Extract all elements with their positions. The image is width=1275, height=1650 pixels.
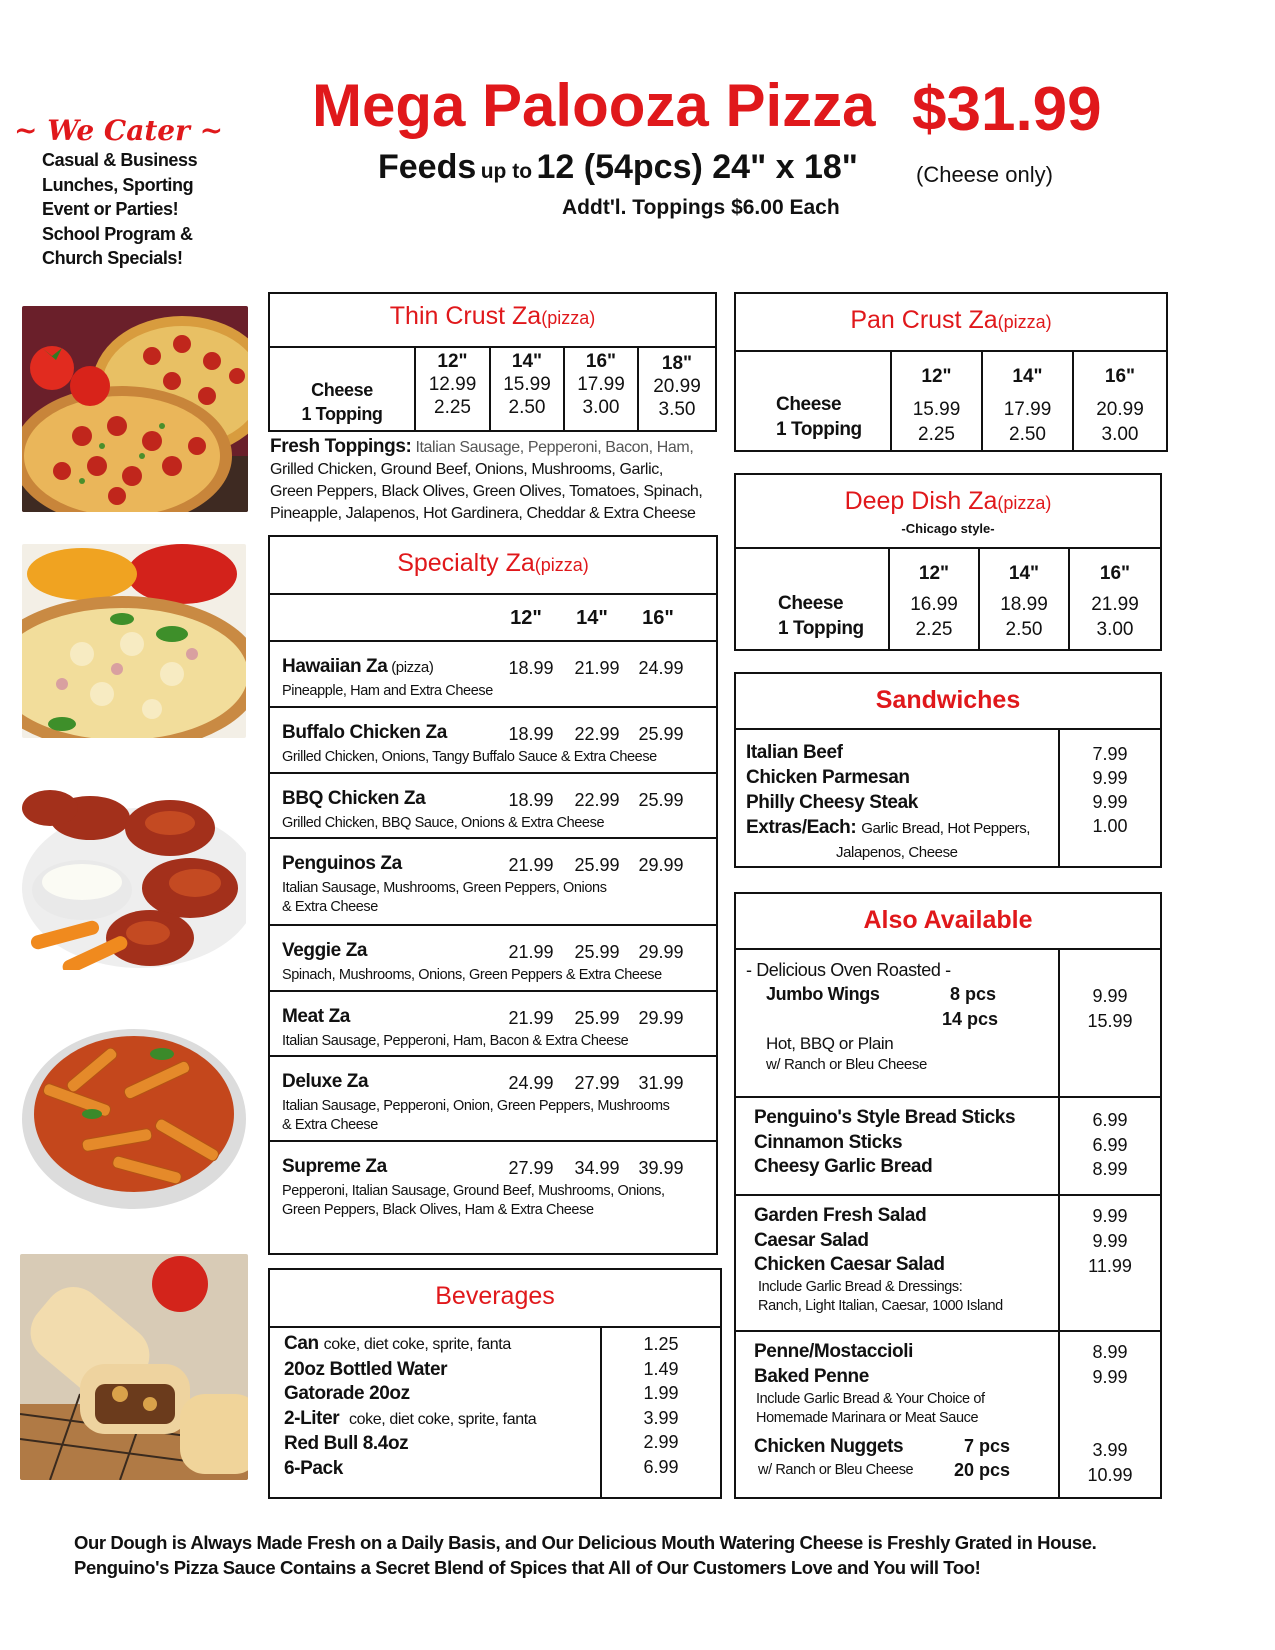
wings-8: 8 pcs	[950, 984, 997, 1004]
size-12: 12"	[437, 351, 468, 372]
size-label: 12 (54pcs) 24" x 18"	[536, 148, 858, 186]
pasta-note: Homemade Marinara or Meat Sauce	[756, 1410, 979, 1426]
price: 29.99	[638, 855, 684, 875]
sandwich-photo	[20, 1254, 248, 1480]
specialty-desc: & Extra Cheese	[282, 899, 378, 915]
price: 2.25	[918, 424, 955, 445]
price: 6.99	[1092, 1110, 1128, 1130]
wings-sauce: w/ Ranch or Bleu Cheese	[766, 1056, 927, 1073]
beverages-title: Beverages	[435, 1282, 555, 1310]
price: 12.99	[428, 374, 477, 395]
price: 1.00	[1092, 816, 1128, 836]
size-16: 16"	[585, 351, 617, 372]
nuggets-20: 20 pcs	[954, 1460, 1011, 1480]
price: 8.99	[1092, 1159, 1128, 1179]
price: 25.99	[574, 855, 620, 875]
sandwich-item: Chicken Parmesan	[746, 767, 910, 788]
price: 17.99	[577, 374, 625, 395]
topping-line: Green Peppers, Black Olives, Green Olives, Tomatoes, Spinach,	[270, 483, 703, 500]
footer-line: Penguino's Pizza Sauce Contains a Secret Blend of Spices that All of Our Customers Love and You will Too!	[74, 1557, 981, 1578]
price: 3.00	[1101, 424, 1139, 445]
price: 27.99	[508, 1158, 554, 1178]
cater-line: School Program &	[42, 223, 193, 244]
price: 34.99	[574, 1158, 620, 1178]
size-16: 16"	[1104, 366, 1136, 387]
specialty-desc: Italian Sausage, Pepperoni, Onion, Green Peppers, Mushrooms	[282, 1098, 670, 1114]
cheese-label: Cheese	[778, 593, 844, 614]
nuggets-7: 7 pcs	[964, 1436, 1011, 1456]
cheese-label: Cheese	[776, 394, 842, 415]
specialty-row	[270, 839, 716, 926]
price: 7.99	[1092, 744, 1128, 764]
price: 18.99	[508, 658, 554, 678]
extras-detail: Jalapenos, Cheese	[836, 844, 958, 861]
specialty-row	[270, 708, 716, 774]
price: 15.99	[503, 374, 551, 395]
specialty-name: Buffalo Chicken Za	[282, 722, 447, 743]
specialty-name: Deluxe Za	[282, 1071, 369, 1092]
specialty-row	[270, 1057, 716, 1142]
cater-title: ~ We Cater ~	[14, 114, 224, 147]
specialty-name: Meat Za	[282, 1006, 350, 1027]
also-available-section	[734, 892, 1162, 1499]
specialty-desc: Green Peppers, Black Olives, Ham & Extra Cheese	[282, 1202, 594, 1218]
sandwiches-title: Sandwiches	[875, 686, 1021, 714]
feeds-label: Feeds	[378, 148, 477, 186]
topping-label: 1 Topping	[778, 618, 864, 639]
price: 18.99	[508, 790, 554, 810]
fresh-toppings-label: Fresh Toppings:	[270, 436, 412, 457]
pan-crust-title: Pan Crust Za(pizza)	[850, 306, 1052, 334]
price: 1.49	[643, 1358, 679, 1379]
chicken-wings-photo	[20, 778, 246, 970]
price: 20.99	[1096, 399, 1144, 420]
up-to-label: up to	[480, 160, 533, 183]
sandwich-item: Philly Cheesy Steak	[746, 792, 918, 813]
deep-dish-title: Deep Dish Za(pizza)	[844, 487, 1052, 515]
cater-line: Lunches, Sporting	[42, 174, 194, 195]
side-item: Cheesy Garlic Bread	[754, 1156, 933, 1177]
specialty-name: Hawaiian Za	[282, 656, 388, 677]
price: 22.99	[574, 790, 620, 810]
price: 1.99	[643, 1383, 679, 1403]
price: 21.99	[508, 942, 554, 962]
price: 25.99	[638, 790, 684, 810]
specialty-name: Veggie Za	[282, 940, 368, 961]
specialty-name: Penguinos Za	[282, 853, 402, 874]
size-14: 14"	[1008, 563, 1040, 584]
price: 3.00	[1096, 619, 1134, 640]
footer-text	[74, 1530, 1096, 1580]
specialty-name: Supreme Za	[282, 1156, 387, 1177]
side-item: Cinnamon Sticks	[754, 1131, 903, 1153]
price: 22.99	[574, 724, 620, 744]
deep-dish-subtitle: -Chicago style-	[901, 521, 995, 536]
page-title: Mega Palooza Pizza	[312, 72, 876, 139]
veggie-pizza-photo	[22, 544, 246, 738]
wings-name: Jumbo Wings	[766, 984, 880, 1004]
price: 9.99	[1092, 792, 1128, 812]
size-16: 16"	[642, 607, 674, 629]
price: 3.99	[1092, 1440, 1128, 1460]
sandwich-item: Italian Beef	[746, 742, 843, 763]
specialty-desc: & Extra Cheese	[282, 1117, 378, 1133]
specialty-desc: Italian Sausage, Mushrooms, Green Peppers, Onions	[282, 880, 607, 896]
price: 24.99	[638, 658, 684, 678]
price: 10.99	[1087, 1464, 1133, 1485]
price: 6.99	[643, 1456, 679, 1477]
size-12: 12"	[918, 563, 950, 584]
footer-line: Our Dough is Always Made Fresh on a Daily Basis, and Our Delicious Mouth Watering Cheese is Freshly Grated in House.	[74, 1532, 1097, 1553]
specialty-desc: Grilled Chicken, Onions, Tangy Buffalo Sauce & Extra Cheese	[282, 749, 657, 765]
sandwiches-section	[734, 672, 1162, 868]
specialty-row	[270, 926, 716, 992]
cheese-only-label: (Cheese only)	[916, 162, 1053, 187]
specialty-row	[270, 642, 716, 708]
price: 6.99	[1092, 1134, 1128, 1155]
price: 21.99	[1091, 594, 1139, 615]
specialty-name: BBQ Chicken Za	[282, 788, 426, 809]
price: 16.99	[910, 594, 958, 615]
side-item: Penguino's Style Bread Sticks	[754, 1107, 1016, 1128]
specialty-desc: Pineapple, Ham and Extra Cheese	[282, 683, 493, 699]
specialty-name-small: (pizza)	[391, 659, 434, 676]
topping-label: 1 Topping	[301, 404, 383, 424]
price: 11.99	[1088, 1256, 1132, 1276]
salad-note: Include Garlic Bread & Dressings:	[758, 1279, 963, 1295]
beverage-item: Red Bull 8.4oz	[284, 1433, 409, 1454]
specialty-section	[268, 535, 718, 1255]
size-16: 16"	[1099, 563, 1131, 584]
price: 3.00	[582, 397, 620, 418]
price: 29.99	[638, 942, 684, 962]
size-14: 14"	[1012, 366, 1043, 387]
cater-line: Event or Parties!	[42, 199, 179, 219]
cater-line: Church Specials!	[42, 248, 183, 268]
beverage-item: 2-Liter coke, diet coke, sprite, fanta	[284, 1407, 537, 1429]
salad-item: Chicken Caesar Salad	[754, 1254, 945, 1275]
cater-line: Casual & Business	[42, 150, 198, 170]
pasta-item: Baked Penne	[754, 1365, 869, 1387]
thin-crust-title: Thin Crust Za(pizza)	[389, 302, 596, 330]
deep-dish-section	[734, 473, 1162, 651]
price: 15.99	[912, 399, 961, 420]
specialty-title: Specialty Za(pizza)	[397, 549, 589, 577]
size-14: 14"	[511, 351, 543, 372]
topping-line: Grilled Chicken, Ground Beef, Onions, Mushrooms, Garlic,	[270, 461, 663, 478]
pasta-item: Penne/Mostaccioli	[754, 1341, 913, 1362]
price: $31.99	[912, 75, 1102, 144]
toppings-label: Addt'l. Toppings $6.00 Each	[562, 196, 840, 219]
price: 1.25	[643, 1334, 679, 1354]
beverage-item: Gatorade 20oz	[284, 1383, 410, 1404]
size-18: 18"	[661, 353, 693, 374]
specialty-row	[270, 992, 716, 1057]
thin-crust-section	[268, 292, 717, 432]
price: 29.99	[638, 1008, 684, 1028]
specialty-row	[270, 1142, 716, 1253]
salad-note: Ranch, Light Italian, Caesar, 1000 Island	[758, 1298, 1003, 1314]
pepperoni-pizza-photo	[22, 306, 248, 512]
beverage-item: 6-Pack	[284, 1457, 343, 1479]
specialty-desc: Pepperoni, Italian Sausage, Ground Beef, Mushrooms, Onions,	[282, 1183, 665, 1199]
price: 21.99	[508, 855, 554, 875]
price: 9.99	[1092, 1366, 1128, 1387]
topping-line: Italian Sausage, Pepperoni, Bacon, Ham,	[415, 439, 694, 456]
price: 2.50	[1009, 424, 1046, 445]
size-12: 12"	[510, 607, 542, 629]
specialty-desc: Grilled Chicken, BBQ Sauce, Onions & Extra Cheese	[282, 815, 605, 831]
price: 25.99	[638, 724, 684, 744]
extras-item: Extras/Each: Garlic Bread, Hot Peppers,	[746, 817, 1031, 838]
price: 24.99	[508, 1073, 554, 1093]
wings-style: Hot, BBQ or Plain	[766, 1034, 894, 1053]
specialty-desc: Italian Sausage, Pepperoni, Ham, Bacon & Extra Cheese	[282, 1033, 629, 1049]
size-14: 14"	[576, 607, 608, 629]
size-12: 12"	[921, 366, 952, 387]
price: 3.50	[658, 399, 696, 420]
topping-line: Pineapple, Jalapenos, Hot Gardinera, Cheddar & Extra Cheese	[270, 505, 696, 522]
price: 18.99	[1000, 594, 1048, 615]
wings-intro: - Delicious Oven Roasted -	[746, 960, 951, 980]
price: 9.99	[1092, 1206, 1128, 1226]
wings-14: 14 pcs	[942, 1009, 999, 1029]
cheese-label: Cheese	[311, 380, 373, 400]
price: 2.50	[1005, 619, 1043, 640]
price: 3.99	[643, 1407, 679, 1428]
price: 2.99	[643, 1432, 679, 1452]
specialty-row	[270, 774, 716, 839]
price: 8.99	[1092, 1342, 1128, 1362]
fresh-toppings	[270, 436, 720, 525]
price: 17.99	[1003, 399, 1052, 420]
price: 9.99	[1092, 986, 1128, 1006]
price: 18.99	[508, 724, 554, 744]
nuggets-sauce: w/ Ranch or Bleu Cheese	[758, 1462, 914, 1478]
price: 21.99	[508, 1008, 554, 1028]
price: 25.99	[574, 1008, 620, 1028]
price: 9.99	[1092, 768, 1128, 788]
nuggets-name: Chicken Nuggets	[754, 1436, 904, 1457]
price: 25.99	[574, 942, 620, 962]
topping-label: 1 Topping	[776, 419, 862, 440]
price: 21.99	[574, 658, 620, 678]
beverages-section	[268, 1268, 722, 1499]
price: 2.25	[915, 619, 953, 640]
price: 9.99	[1092, 1231, 1128, 1251]
beverage-item: Can coke, diet coke, sprite, fanta	[284, 1333, 511, 1354]
cater-text	[42, 148, 197, 271]
price: 20.99	[653, 376, 701, 397]
pan-crust-section	[734, 292, 1168, 452]
also-available-title: Also Available	[863, 906, 1033, 934]
pasta-note: Include Garlic Bread & Your Choice of	[756, 1391, 985, 1407]
price: 2.25	[434, 397, 471, 418]
price: 31.99	[638, 1073, 684, 1093]
pasta-photo	[22, 1014, 246, 1210]
price: 39.99	[638, 1158, 684, 1178]
price: 27.99	[574, 1073, 620, 1093]
salad-item: Garden Fresh Salad	[754, 1205, 927, 1226]
price: 15.99	[1087, 1011, 1133, 1031]
salad-item: Caesar Salad	[754, 1229, 869, 1251]
specialty-desc: Spinach, Mushrooms, Onions, Green Peppers & Extra Cheese	[282, 967, 662, 983]
price: 2.50	[508, 397, 546, 418]
beverage-item: 20oz Bottled Water	[284, 1358, 448, 1380]
feeds-line	[378, 148, 858, 187]
